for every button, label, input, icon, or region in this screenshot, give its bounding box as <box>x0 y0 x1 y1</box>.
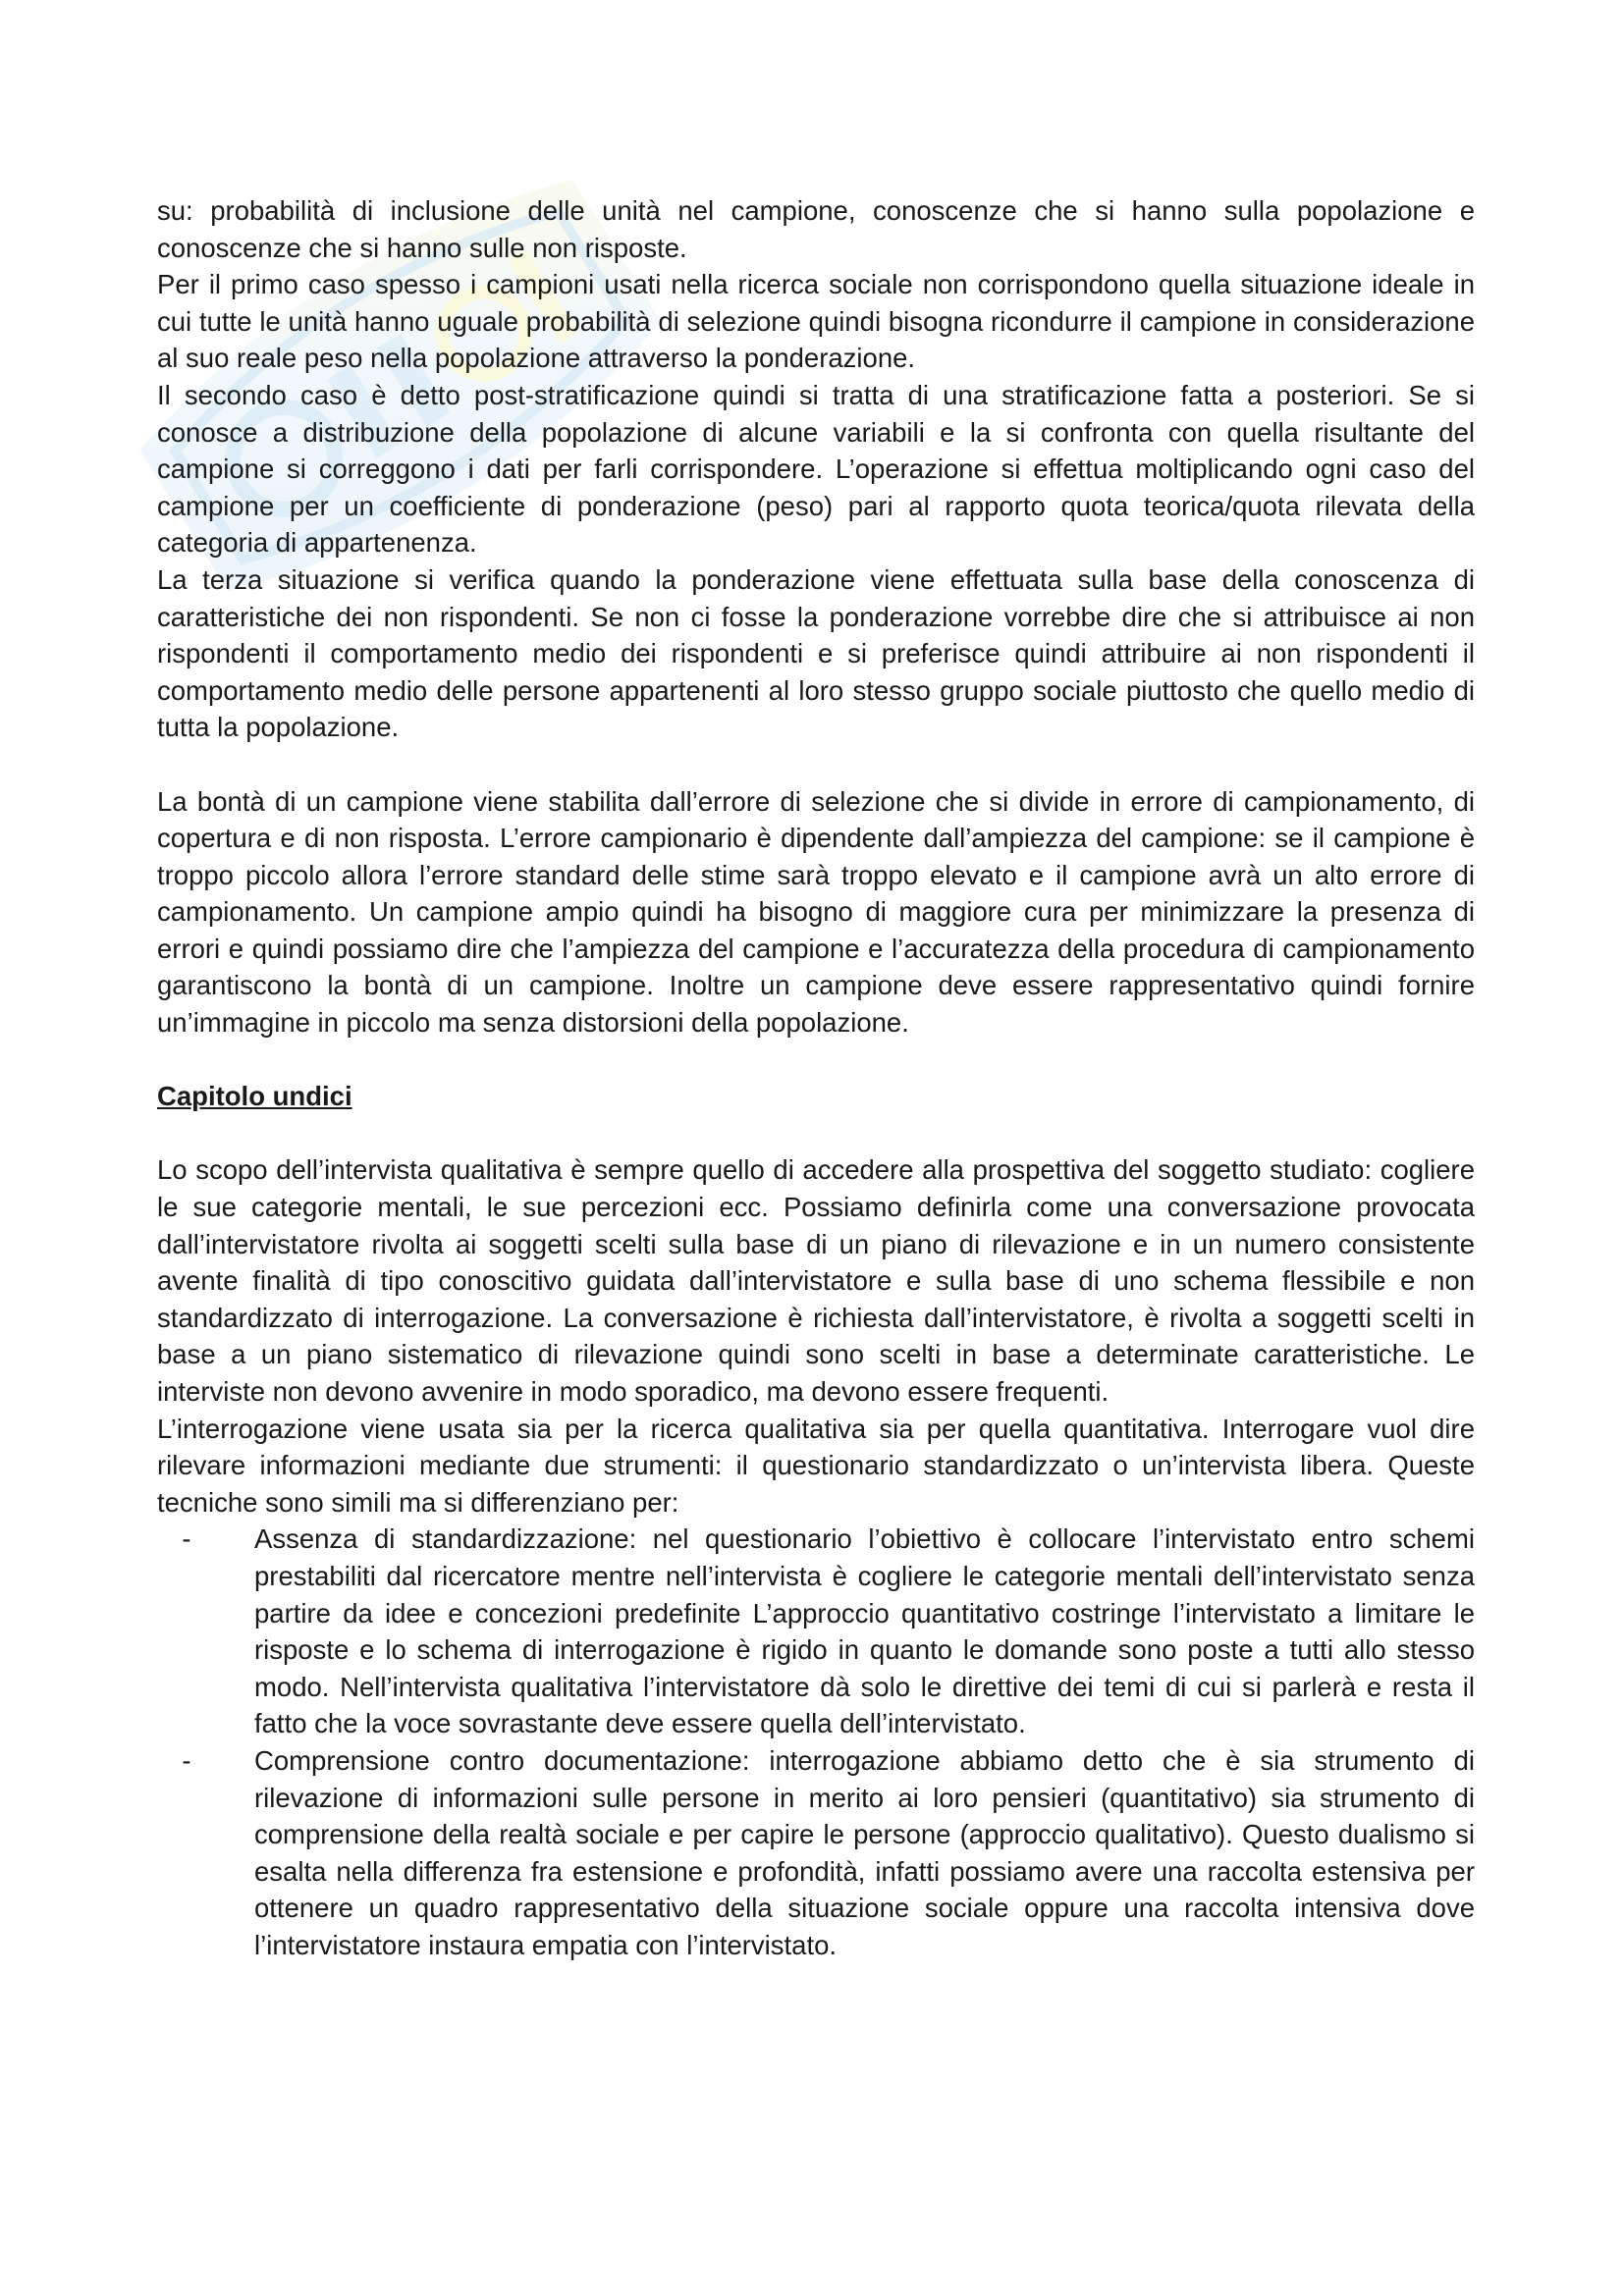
spacer <box>157 1115 1475 1152</box>
paragraph-inclusion: su: probabilità di inclusione delle unità nel campione, conoscenze che si hanno sulla popolazione e conoscenze che si hanno sulle non risposte. <box>157 195 1475 263</box>
differences-list <box>157 1521 1475 1963</box>
spacer <box>157 1041 1475 1079</box>
spacer <box>157 746 1475 783</box>
chapter-heading: Capitolo undici <box>157 1081 352 1112</box>
list-item-text: Assenza di standardizzazione: nel questionario l’obiettivo è collocare l’intervistato entro schemi prestabiliti dal ricercatore mentre nell’intervista è cogliere le categorie mentali dell’intervistato senza partire da idee e concezioni predefinite L’approccio quantitativo costringe l’intervistato a limitare le risposte e lo schema di interrogazione è rigido in quanto le domande sono poste a tutti allo stesso modo. Nell’intervista qualitativa l’intervistatore dà solo le direttive dei temi di cui si parlerà e resta il fatto che la voce sovrastante deve essere quella dell’intervistato. <box>254 1523 1475 1739</box>
paragraph-secondo-caso: Il secondo caso è detto post-stratificazione quindi si tratta di una stratificazione fatta a posteriori. Se si conosce a distribuzione della popolazione di alcune variabili e la si confronta con quella risultante del campione si correggono i dati per farli corrispondere. L’operazione si effettua moltiplicando ogni caso del campione per un coefficiente di ponderazione (peso) pari al rapporto quota teorica/quota rilevata della categoria di appartenenza. <box>157 379 1475 559</box>
list-item-text: Comprensione contro documentazione: interrogazione abbiamo detto che è sia strumento di rilevazione di informazioni sulle persone in merito ai loro pensieri (quantitativo) sia strumento di comprensione della realtà sociale e per capire le persone (approccio qualitativo). Questo dualismo si esalta nella differenza fra estensione e profondità, infatti possiamo avere una raccolta estensiva per ottenere un quadro rappresentativo della situazione sociale oppure una raccolta intensiva dove l’intervistatore instaura empatia con l’intervistato. <box>254 1744 1475 1960</box>
paragraph-bonta-campione: La bontà di un campione viene stabilita dall’errore di selezione che si divide in errore di campionamento, di copertura e di non risposta. L’errore campionario è dipendente dall’ampiezza del campione: se il campione è troppo piccolo allora l’errore standard delle stime sarà troppo elevato e il campione avrà un alto errore di campionamento. Un campione ampio quindi ha bisogno di maggiore cura per minimizzare la presenza di errori e quindi possiamo dire che l’ampiezza del campione e l’accuratezza della procedura di campionamento garantiscono la bontà di un campione. Inoltre un campione deve essere rappresentativo quindi fornire un’immagine in piccolo ma senza distorsioni della popolazione. <box>157 785 1475 1039</box>
paragraph-terza-situazione: La terza situazione si verifica quando la ponderazione viene effettuata sulla base della conoscenza di caratteristiche dei non rispondenti. Se non ci fosse la ponderazione vorrebbe dire che si attribuisce ai non rispondenti il comportamento medio dei rispondenti e si preferisce quindi attribuire ai non rispondenti il comportamento medio delle persone appartenenti al loro stesso gruppo sociale piuttosto che quello medio di tutta la popolazione. <box>157 563 1475 743</box>
list-item <box>182 1742 1475 1964</box>
dash-bullet: - <box>182 1523 191 1555</box>
list-item <box>182 1521 1475 1742</box>
document-page <box>157 192 1475 1964</box>
paragraph-primo-caso: Per il primo caso spesso i campioni usati nella ricerca sociale non corrispondono quella situazione ideale in cui tutte le unità hanno uguale probabilità di selezione quindi bisogna ricondurre il campione in considerazione al suo reale peso nella popolazione attraverso la ponderazione. <box>157 269 1475 374</box>
paragraph-intervista-qualitativa: Lo scopo dell’intervista qualitativa è sempre quello di accedere alla prospettiva del soggetto studiato: cogliere le sue categorie mentali, le sue percezioni ecc. Possiamo definirla come una conversazione provocata dall’intervistatore rivolta ai soggetti scelti sulla base di un piano di rilevazione e in un numero consistente avente finalità di tipo conoscitivo guidata dall’intervistatore e sulla base di uno schema flessibile e non standardizzato di interrogazione. La conversazione è richiesta dall’intervistatore, è rivolta a soggetti scelti in base a un piano sistematico di rilevazione quindi sono scelti in base a determinate caratteristiche. Le interviste non devono avvenire in modo sporadico, ma devono essere frequenti. <box>157 1154 1475 1407</box>
paragraph-interrogazione: L’interrogazione viene usata sia per la ricerca qualitativa sia per quella quantitativa. Interrogare vuol dire rilevare informazioni mediante due strumenti: il questionario standardizzato o un’intervista libera. Queste tecniche sono simili ma si differenziano per: <box>157 1413 1475 1518</box>
dash-bullet: - <box>182 1744 191 1776</box>
